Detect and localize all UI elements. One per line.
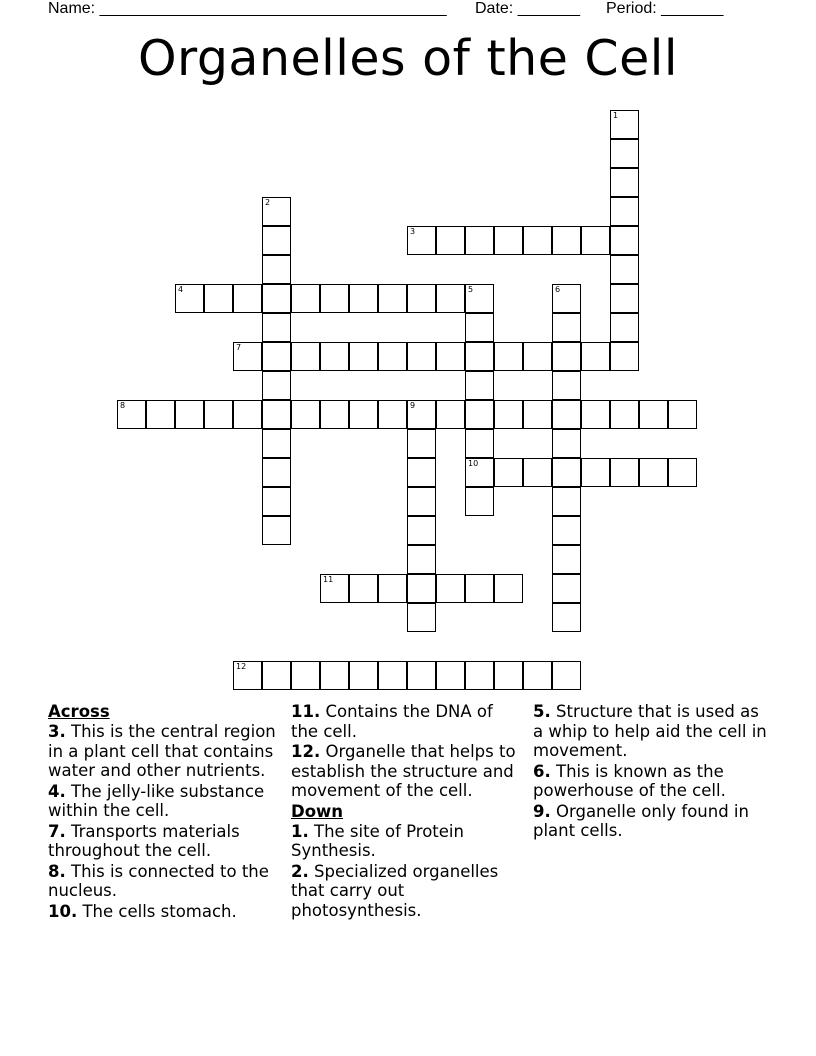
clue-number: 10 [468,459,479,468]
crossword-cell[interactable] [436,574,465,603]
crossword-cell[interactable] [552,400,581,429]
clue-number: 4 [178,285,184,294]
clue-item [48,782,280,821]
clue-item [48,722,280,781]
crossword-cell[interactable] [465,313,494,342]
clue-number: 8 [120,401,126,410]
crossword-cell[interactable] [233,342,262,371]
crossword-cell[interactable] [204,400,233,429]
clues-column-1 [48,702,280,922]
clue-item-number: 3. [48,722,66,741]
clue-item-number: 8. [48,861,66,881]
crossword-cell[interactable] [262,197,291,226]
crossword-cell[interactable] [262,255,291,284]
clue-number: 9 [410,401,416,410]
crossword-cell[interactable] [668,400,697,429]
crossword-cell[interactable] [407,284,436,313]
clue-item [533,802,773,841]
crossword-cell[interactable] [552,313,581,342]
crossword-cell[interactable] [407,516,436,545]
crossword-cell[interactable] [610,342,639,371]
crossword-cell[interactable] [465,661,494,690]
crossword-cell[interactable] [291,400,320,429]
crossword-cell[interactable] [494,661,523,690]
crossword-cell[interactable] [465,371,494,400]
across-clues-list [48,722,280,921]
clue-item [48,902,280,922]
clue-item-number: 12. [291,742,321,761]
crossword-cell[interactable] [407,458,436,487]
crossword-cell[interactable] [291,661,320,690]
clue-number: 12 [236,662,247,671]
crossword-cell[interactable] [349,574,378,603]
clue-number: 3 [410,227,416,236]
clue-item-number: 9. [533,801,551,821]
crossword-cell[interactable] [262,342,291,371]
crossword-cell[interactable] [552,516,581,545]
crossword-cell[interactable] [349,342,378,371]
crossword-cell[interactable] [320,661,349,690]
crossword-cell[interactable] [639,400,668,429]
clue-item-text: This is connected to the nucleus. [48,861,269,900]
crossword-cell[interactable] [407,400,436,429]
clue-item-number: 5. [533,702,551,721]
clue-number: 11 [323,575,334,584]
crossword-cell[interactable] [552,487,581,516]
crossword-cell[interactable] [407,545,436,574]
crossword-cell[interactable] [320,400,349,429]
clue-item [533,762,773,801]
crossword-cell[interactable] [523,226,552,255]
crossword-cell[interactable] [262,429,291,458]
crossword-cell[interactable] [407,603,436,632]
crossword-cell[interactable] [552,342,581,371]
clue-item-text: Transports materials throughout the cell. [48,821,240,860]
clues-column-2 [291,702,523,921]
crossword-cell[interactable] [552,545,581,574]
clue-item-number: 2. [291,861,309,881]
crossword-cell[interactable] [349,661,378,690]
crossword-cell[interactable] [291,284,320,313]
crossword-cell[interactable] [494,574,523,603]
crossword-cell[interactable] [494,400,523,429]
clue-item-number: 4. [48,781,66,801]
crossword-cell[interactable] [494,458,523,487]
crossword-cell[interactable] [639,458,668,487]
clue-item-text: The jelly-like substance within the cell. [48,781,265,820]
crossword-cell[interactable] [436,400,465,429]
crossword-cell[interactable] [552,574,581,603]
crossword-cell[interactable] [465,487,494,516]
crossword-cell[interactable] [552,429,581,458]
clue-number: 5 [468,285,474,294]
crossword-cell[interactable] [523,342,552,371]
clue-item [48,862,280,901]
crossword-cell[interactable] [610,255,639,284]
crossword-cell[interactable] [407,487,436,516]
crossword-cell[interactable] [378,342,407,371]
crossword-cell[interactable] [378,661,407,690]
crossword-cell[interactable] [378,284,407,313]
clue-item-number: 11. [291,702,321,721]
clue-item-text: Organelle only found in plant cells. [533,801,749,840]
clue-item-number: 1. [291,821,309,841]
down-heading: Down [291,801,344,821]
crossword-cell[interactable] [175,400,204,429]
clue-item [48,822,280,861]
crossword-cell[interactable] [407,226,436,255]
clue-item-number: 7. [48,821,66,841]
crossword-cell[interactable] [581,458,610,487]
crossword-cell[interactable] [610,284,639,313]
clue-number: 7 [236,343,242,352]
crossword-cell[interactable] [262,313,291,342]
across-clues-list-continued [291,702,523,801]
crossword-cell[interactable] [494,226,523,255]
crossword-cell[interactable] [552,226,581,255]
clue-item-text: This is the central region in a plant cell that contains water and other nutrients. [48,722,276,780]
crossword-cell[interactable] [117,400,146,429]
crossword-cell[interactable] [320,574,349,603]
crossword-cell[interactable] [262,226,291,255]
crossword-cell[interactable] [378,400,407,429]
clue-item-text: The cells stomach. [77,901,237,921]
crossword-cell[interactable] [233,284,262,313]
name-field[interactable]: Name: _______________________________________ [48,0,447,17]
crossword-cell[interactable] [465,400,494,429]
crossword-cell[interactable] [262,458,291,487]
crossword-cell[interactable] [610,110,639,139]
crossword-cell[interactable] [407,661,436,690]
crossword-cell[interactable] [378,574,407,603]
crossword-cell[interactable] [552,371,581,400]
crossword-cell[interactable] [262,400,291,429]
crossword-cell[interactable] [523,458,552,487]
page-title: Organelles of the Cell [137,30,679,87]
clues-column-3 [533,702,773,842]
date-field[interactable]: Date: _______ [475,0,580,17]
crossword-cell[interactable] [523,661,552,690]
crossword-cell[interactable] [436,284,465,313]
crossword-cell[interactable] [349,400,378,429]
crossword-cell[interactable] [581,342,610,371]
crossword-cell[interactable] [146,400,175,429]
crossword-cell[interactable] [465,574,494,603]
crossword-cell[interactable] [436,226,465,255]
crossword-cell[interactable] [320,342,349,371]
clue-item [291,822,523,861]
clue-item [291,702,523,741]
crossword-cell[interactable] [523,400,552,429]
crossword-cell[interactable] [552,284,581,313]
crossword-cell[interactable] [465,342,494,371]
clue-item-number: 10. [48,901,78,921]
across-heading: Across [48,702,110,721]
crossword-cell[interactable] [610,197,639,226]
clue-item [533,702,773,761]
clue-number: 2 [265,198,271,207]
crossword-cell[interactable] [610,400,639,429]
crossword-cell[interactable] [407,342,436,371]
crossword-cell[interactable] [610,226,639,255]
clue-item-text: Organelle that helps to establish the structure and movement of the cell. [291,742,516,800]
crossword-cell[interactable] [436,661,465,690]
clue-item [291,742,523,801]
crossword-cell[interactable] [581,400,610,429]
crossword-cell[interactable] [465,226,494,255]
clue-item-text: Specialized organelles that carry out photosynthesis. [291,861,499,920]
clue-item-number: 6. [533,761,551,781]
crossword-cell[interactable] [465,284,494,313]
crossword-cell[interactable] [494,342,523,371]
crossword-cell[interactable] [465,458,494,487]
period-field[interactable]: Period: _______ [606,0,724,17]
crossword-cell[interactable] [233,400,262,429]
crossword-cell[interactable] [581,226,610,255]
crossword-cell[interactable] [262,371,291,400]
down-clues-list [291,822,523,921]
crossword-cell[interactable] [291,342,320,371]
clue-item-text: Contains the DNA of the cell. [291,702,493,741]
crossword-cell[interactable] [610,458,639,487]
crossword-cell[interactable] [262,661,291,690]
crossword-cell[interactable] [262,487,291,516]
crossword-cell[interactable] [407,574,436,603]
crossword-cell[interactable] [349,284,378,313]
crossword-cell[interactable] [552,603,581,632]
crossword-cell[interactable] [465,429,494,458]
down-clues-list-continued [533,702,773,841]
crossword-cell[interactable] [436,342,465,371]
crossword-cell[interactable] [320,284,349,313]
clue-item-text: Structure that is used as a whip to help aid the cell in movement. [533,702,767,760]
clue-item [291,862,523,921]
crossword-cell[interactable] [552,458,581,487]
crossword-cell[interactable] [407,429,436,458]
crossword-cell[interactable] [668,458,697,487]
crossword-cell[interactable] [610,313,639,342]
crossword-cell[interactable] [204,284,233,313]
clue-item-text: The site of Protein Synthesis. [291,821,464,860]
crossword-cell[interactable] [262,284,291,313]
crossword-cell[interactable] [262,516,291,545]
clue-item-text: This is known as the powerhouse of the cell. [533,761,726,800]
crossword-cell[interactable] [610,139,639,168]
clue-number: 6 [555,285,561,294]
clue-number: 1 [613,111,619,120]
crossword-cell[interactable] [610,168,639,197]
crossword-cell[interactable] [552,661,581,690]
crossword-cell[interactable] [175,284,204,313]
crossword-cell[interactable] [233,661,262,690]
